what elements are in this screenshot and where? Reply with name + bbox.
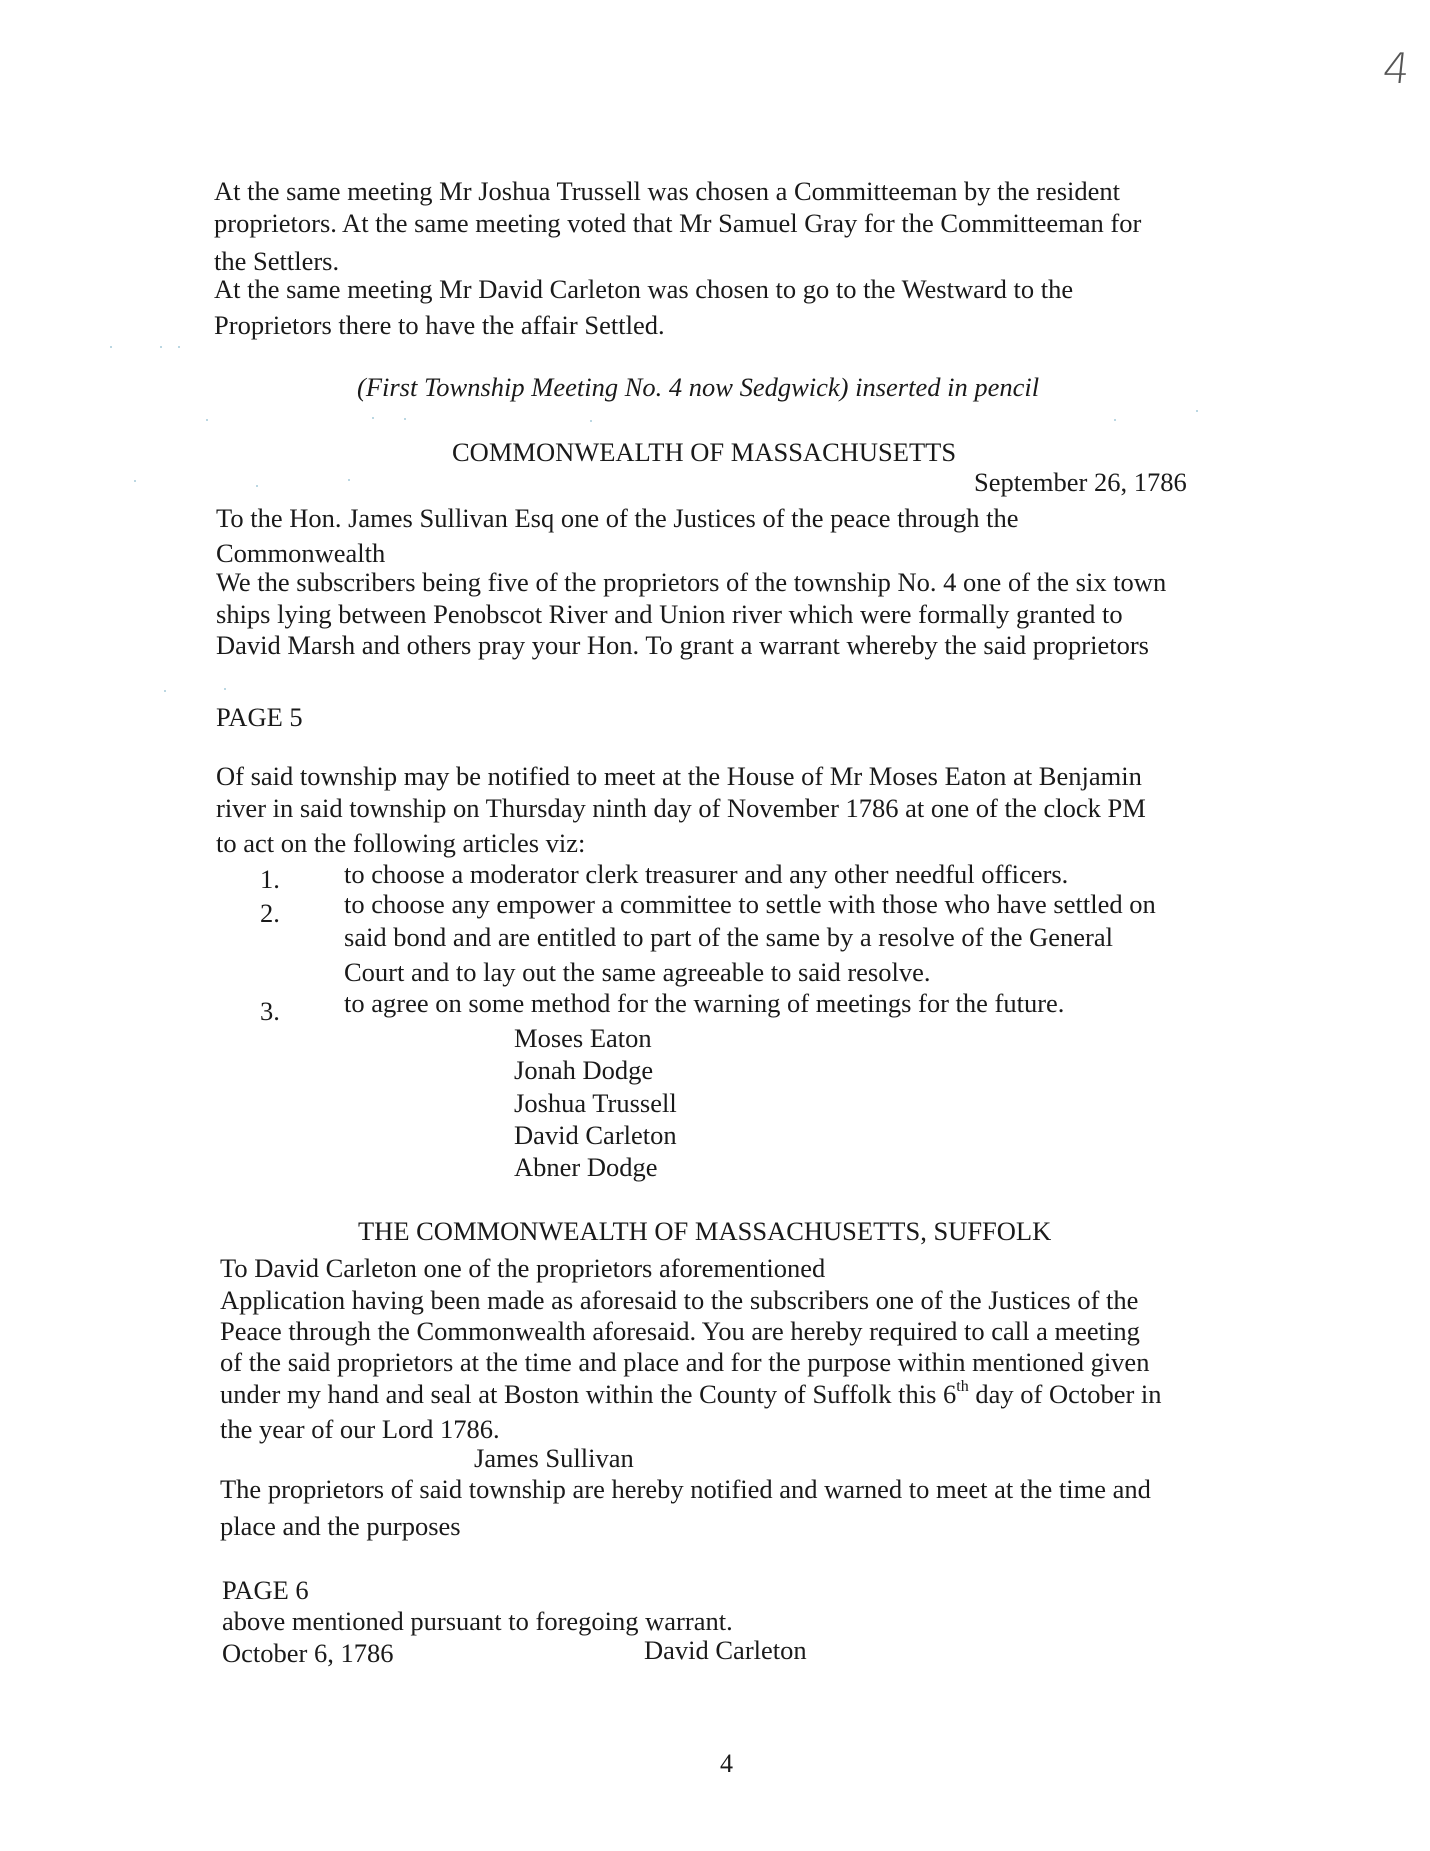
scan-speck	[110, 346, 112, 348]
pencil-note: (First Township Meeting No. 4 now Sedgwick) inserted in pencil	[357, 372, 1040, 402]
signer-name: Moses Eaton	[514, 1023, 652, 1053]
scan-speck	[372, 417, 374, 419]
page5-body-line: river in said township on Thursday ninth day of November 1786 at one of the clock PM	[216, 793, 1146, 823]
footer-page-number: 4	[720, 1749, 733, 1778]
scan-speck	[256, 485, 258, 487]
article-text: to choose any empower a committee to settle with those who have settled on	[344, 889, 1156, 919]
petition-heading: COMMONWEALTH OF MASSACHUSETTS	[452, 437, 957, 467]
page6-line: above mentioned pursuant to foregoing warrant.	[222, 1606, 733, 1636]
scan-speck	[348, 479, 350, 481]
scan-speck	[206, 419, 208, 421]
scan-speck	[590, 420, 592, 422]
petition-address: Commonwealth	[216, 538, 386, 568]
scan-speck	[1196, 410, 1198, 412]
signer-name: Abner Dodge	[514, 1152, 658, 1182]
warrant-to: To David Carleton one of the proprietors aforementioned	[220, 1253, 826, 1283]
warrant-body-line: Peace through the Commonwealth aforesaid. You are hereby required to call a meeting	[220, 1316, 1140, 1346]
article-number: 2.	[260, 898, 280, 928]
warrant-body-line: Application having been made as aforesaid to the subscribers one of the Justices of the	[220, 1285, 1139, 1315]
scan-speck	[404, 418, 406, 420]
warrant-body-line: of the said proprietors at the time and place and for the purpose within mentioned given	[220, 1347, 1150, 1377]
petition-body-line: ships lying between Penobscot River and Union river which were formally granted to	[216, 599, 1123, 629]
minutes-line: At the same meeting Mr David Carleton was chosen to go to the Westward to the	[214, 274, 1074, 304]
article-number: 1.	[260, 864, 280, 894]
page5-body-line: to act on the following articles viz:	[216, 828, 586, 858]
petition-body-line: David Marsh and others pray your Hon. To grant a warrant whereby the said proprietors	[216, 630, 1149, 660]
page5-body-line: Of said township may be notified to meet at the House of Mr Moses Eaton at Benjamin	[216, 761, 1142, 791]
scan-speck	[164, 690, 166, 692]
article-text: to agree on some method for the warning of meetings for the future.	[344, 988, 1065, 1018]
page-label: PAGE 5	[216, 702, 303, 732]
warrant-notice-line: place and the purposes	[220, 1511, 461, 1541]
warrant-body-part: day of October in	[968, 1379, 1162, 1409]
article-number: 3.	[260, 996, 280, 1026]
warrant-body-part: under my hand and seal at Boston within the County of Suffolk this 6	[220, 1379, 957, 1409]
signer-name: Jonah Dodge	[514, 1055, 654, 1085]
minutes-line: the Settlers.	[214, 246, 340, 276]
page6-date: October 6, 1786	[222, 1638, 394, 1668]
page6-signature: David Carleton	[644, 1635, 807, 1665]
article-text: to choose a moderator clerk treasurer and any other needful officers.	[344, 859, 1069, 889]
petition-address: To the Hon. James Sullivan Esq one of the Justices of the peace through the	[216, 503, 1019, 533]
ordinal-suffix: th	[956, 1378, 969, 1395]
minutes-line: At the same meeting Mr Joshua Trussell was chosen a Committeeman by the resident	[214, 176, 1121, 206]
signer-name: Joshua Trussell	[514, 1088, 677, 1118]
scan-speck	[160, 346, 162, 348]
article-text: said bond and are entitled to part of the same by a resolve of the General	[344, 922, 1113, 952]
scan-speck	[224, 688, 226, 690]
warrant-notice-line: The proprietors of said township are hereby notified and warned to meet at the time and	[220, 1474, 1151, 1504]
signer-name: David Carleton	[514, 1120, 677, 1150]
warrant-body-line	[220, 1378, 1162, 1410]
handwritten-page-number: 4	[1380, 44, 1413, 93]
minutes-line: Proprietors there to have the affair Settled.	[214, 310, 665, 340]
minutes-line: proprietors. At the same meeting voted that Mr Samuel Gray for the Committeeman for	[214, 208, 1142, 238]
petition-date: September 26, 1786	[974, 467, 1187, 497]
warrant-heading: THE COMMONWEALTH OF MASSACHUSETTS, SUFFOLK	[358, 1216, 1052, 1246]
article-text: Court and to lay out the same agreeable to said resolve.	[344, 957, 931, 987]
scan-speck	[134, 480, 136, 482]
scan-speck	[178, 346, 180, 348]
petition-body-line: We the subscribers being five of the proprietors of the township No. 4 one of the six town	[216, 567, 1167, 597]
warrant-body-line: the year of our Lord 1786.	[220, 1414, 500, 1444]
page-label: PAGE 6	[222, 1575, 309, 1605]
warrant-signature: James Sullivan	[474, 1443, 634, 1473]
scan-speck	[1114, 419, 1116, 421]
